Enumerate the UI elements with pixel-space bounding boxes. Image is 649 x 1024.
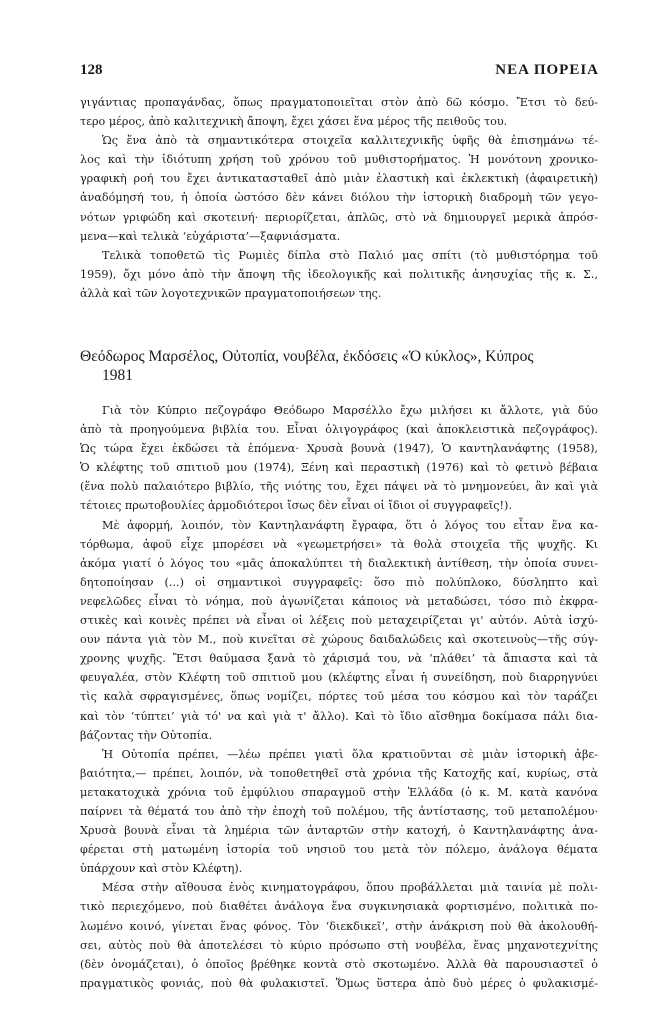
text-line: 1959), ὄχι μόνο ἀπὸ τὴν ἄποψη τῆς ἰδεολογικῆς καὶ πολιτικῆς ἀνησυχίας τῆς κ. Σ., [80,267,598,281]
text-line: ἀκόμα γιατί ὁ λόγος του «μᾶς ἀποκαλύπτει τὴ διαλεκτικὴ ἀντίθεση, τὴν ὁποία συνει- [80,556,598,570]
text-line: φέρεται στὴ ματωμένη ἱστορία τοῦ νησιοῦ του μετὰ τὸν πόλεμο, ἀνάλογα θέματα [80,843,598,857]
text-line: τικὸ περιεχόμενο, ποὺ διαθέτει ἀνάλογα ἕνα συγκινησιακὰ φορτισμένο, πολιτικὰ πο- [80,900,598,914]
text-line: νότων γριφώδη καὶ σκοτεινή· περιορίζεται, ἁπλῶς, στὸ νὰ δημιουργεῖ μερικὰ ἀπρόσ- [80,210,598,224]
text-line: Ἡ Οὐτοπία πρέπει, —λέω πρέπει γιατὶ ὅλα κρατιοῦνται σὲ μιὰν ἱστορικὴ ἀβε- [102,747,598,761]
text-line: λωμένο κοινό, γίνεται ἕνας φόνος. Τὸν ‘διεκδικεῖ’, στὴν ἀνάκριση ποὺ θὰ ἀκολουθή- [80,919,598,933]
text-line: τέτοιες πρωτοβουλίες ἁρμοδιότεροι ἴσως δὲν εἶναι οἱ ἴδιοι οἱ συγγραφεῖς!). [80,499,512,513]
text-line: μετακατοχικὰ χρόνια τοῦ ἐμφύλιου σπαραγμοῦ στὴν Ἑλλάδα (ὁ κ. Μ. κατὰ κανόνα [80,785,598,799]
review-heading-year: 1981 [102,367,133,384]
review-heading [80,347,600,385]
text-line: βαιότητα,— πρέπει, λοιπόν, νὰ τοποθετηθεῖ στὰ χρόνια τῆς Κατοχῆς καί, κυρίως, στὰ [80,766,598,780]
text-line: σει, αὐτὸς ποὺ θὰ ἀποτελέσει τὸ κύριο πρόσωπο στὴ νουβέλα, ἕνας μηχανοτεχνίτης [80,938,598,952]
text-line: παίρνει τὰ θέματά του ἀπὸ τὴν ἐποχὴ τοῦ πολέμου, τῆς ἀντίστασης, τοῦ μεταπολέμου· [80,804,598,818]
review-text-block [80,401,598,993]
text-line: γραφικὴ ροή του ἔχει ἀντικατασταθεῖ ἀπὸ μιὰν ἐλαστικὴ καὶ ἐκλεκτικὴ (ἀφαιρετικὴ) [80,172,598,186]
text-line: δητοποίησαν (...) οἱ σημαντικοὶ συγγραφεῖς: ὅσο πιὸ πολύπλοκο, δύσληπτο καὶ [80,575,598,589]
journal-title: ΝΕΑ ΠΟΡΕΙΑ [495,62,599,78]
text-line: πραγματικὸς φονιάς, ποὺ θὰ φυλακιστεῖ. Ὅμως ὕστερα ἀπὸ δυὸ μέρες ὁ φυλακισμέ- [80,976,598,990]
text-line: βάζοντας τὴν Οὐτοπία. [80,728,213,742]
text-line: Γιὰ τὸν Κύπριο πεζογράφο Θεόδωρο Μαρσέλλο ἔχω μιλήσει κι ἄλλοτε, γιὰ δύο [102,404,598,417]
text-line: ουν πάντα γιὰ τὸν Μ., ποὺ κινεῖται σὲ χώρους δαιδαλώδεις καὶ σκοτεινοὺς—τῆς σύγ- [80,633,598,647]
text-line: (ἕνα πολὺ παλαιότερο βιβλίο, τῆς νιότης του, ἔχει πάψει νὰ τὸ μνημονεύει, ἂν καὶ γιὰ [80,480,598,494]
text-line: γιγάντιας προπαγάνδας, ὅπως πραγματοποιεῖται στὸν ἀπὸ δῶ κόσμο. Ἔτσι τὸ δεύ- [80,96,598,109]
text-line: φευγαλέα, στὸν Κλέφτη τοῦ σπιτιοῦ μου (κλέφτης εἶναι ἡ συνείδηση, ποὺ διαρρηγνύει [80,671,598,685]
text-line: Μὲ ἀφορμή, λοιπόν, τὸν Καντηλανάφτη ἔγραφα, ὅτι ὁ λόγος του εἶταν ἕνα κα- [102,518,598,532]
text-line: χρονης ψυχῆς. Ἔτσι θαύμασα ξανὰ τὸ χάρισμά του, νὰ ‘πλάθει’ τὰ ἄπιαστα καὶ τὰ [80,652,598,666]
text-line: τόρθωμα, ἀφοῦ εἶχε μπορέσει νὰ «γεωμετρήσει» τὰ θολὰ στοιχεῖα τῆς ψυχῆς. Κι [80,537,598,551]
text-line: ὑπάρχουν καὶ στὸν Κλέφτη). [80,862,243,876]
text-line: καὶ τὸν ‘τύπτει’ γιὰ τό' να καὶ γιὰ τ' ἄλλο). Καὶ τὸ ἴδιο αἴσθημα δοκίμασα πάλι δια- [80,709,598,723]
review-heading-line: Θεόδωρος Μαρσέλος, Οὐτοπία, νουβέλα, ἐκδόσεις «Ὁ κύκλος», Κύπρος [80,348,534,365]
text-line: ἀναδόμησή του, ἡ ὁποία ὡστόσο δὲν κάνει διόλου τὴν ἱστορικὴ διαδρομὴ τῶν γεγο- [80,191,598,205]
intro-text-block [80,93,598,303]
text-line: ἀλλὰ καὶ τῶν λογοτεχνικῶν πραγματοποιήσεων της. [80,286,382,300]
text-line: μενα—καὶ τελικὰ ‘εὐχάριστα’—ξαφνιάσματα. [80,229,341,243]
text-line: Ὡς τώρα ἔχει ἐκδώσει τὰ ἑπόμενα· Χρυσὰ βουνὰ (1947), Ὁ καντηλανάφτης (1958), [80,442,598,456]
page-number: 128 [80,62,103,78]
text-line: νεφελῶδες εἶναι τὸ νόημα, ποὺ ἀγωνίζεται κάποιος νὰ μεταδώσει, τόσο πιὸ ἐκφρα- [80,594,598,608]
text-line: (δὲν ὀνομάζεται), ὁ ὁποῖος βρέθηκε κοντὰ στὸ σκοτωμένο. Ἀλλὰ θὰ παρουσιαστεῖ ὁ [80,957,598,971]
text-line: Χρυσὰ βουνὰ εἶναι τὰ λημέρια τῶν ἀνταρτῶν στὴν κατοχή, ὁ Καντηλανάφτης ἀνα- [80,824,598,838]
text-line: στικὲς καὶ κοινὲς πρέπει νὰ εἶναι οἱ λέξεις ποὺ μεταχειρίζεται γι' αὐτόν. Αὐτὰ ἰσχύ- [80,614,598,628]
text-line: Τελικὰ τοποθετῶ τὶς Ρωμιὲς δίπλα στὸ Παλιό μας σπίτι (τὸ μυθιστόρημα τοῦ [102,248,598,262]
text-line: Μέσα στὴν αἴθουσα ἑνὸς κινηματογράφου, ὅπου προβάλλεται μιὰ ταινία μὲ πολι- [102,881,598,895]
text-line: ἀπὸ τὰ προηγούμενα βιβλία του. Εἶναι ὀλιγογράφος (καὶ ἀποκλειστικὰ πεζογράφος). [80,423,598,437]
text-line: τερο μέρος, ἀπὸ καλιτεχνικὴ ἄποψη, ἔχει χάσει ἕνα μέρος τῆς πειθοῦς του. [80,115,508,129]
running-header [80,62,599,82]
text-line: Ὡς ἕνα ἀπὸ τὰ σημαντικότερα στοιχεῖα καλλιτεχνικῆς ὑφῆς θὰ ἐπισημάνω τέ- [102,134,598,148]
text-line: Ὁ κλέφτης τοῦ σπιτιοῦ μου (1974), Ξένη καὶ περαστικὴ (1976) καὶ τὸ φετινὸ βέβαια [80,461,598,475]
text-line: λος καὶ τὴν ἰδιότυπη χρήση τοῦ χρόνου τοῦ μυθιστορήματος. Ἡ μονότονη χρονικο- [80,153,598,167]
text-line: τὶς καλὰ σφραγισμένες, ὅπως νομίζει, πόρτες τοῦ μέσα του κόσμου καὶ τὸν ταράζει [80,690,598,704]
